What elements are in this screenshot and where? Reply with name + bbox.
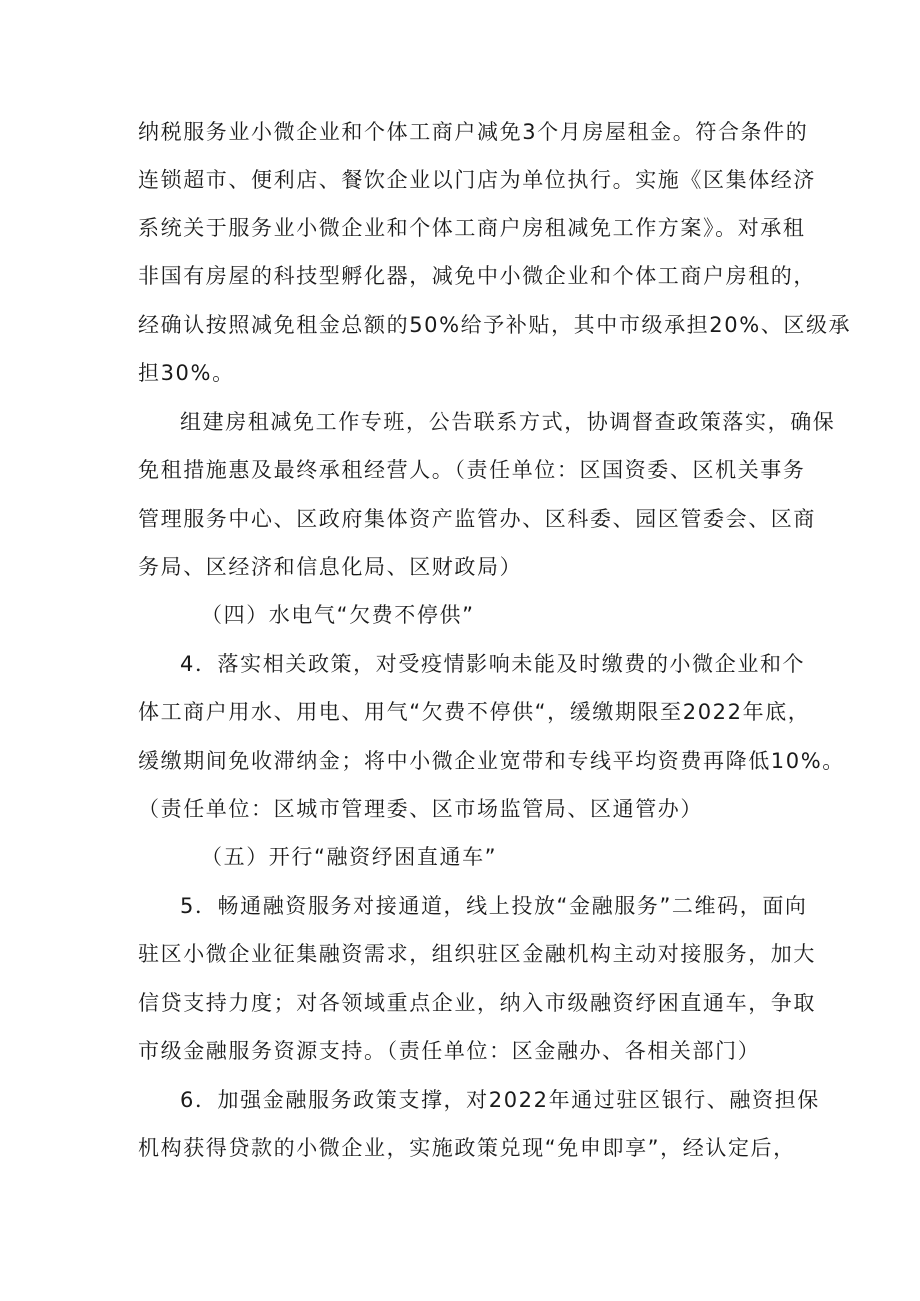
text-line: 机构获得贷款的小微企业，实施政策兑现“免申即享”，经认定后， [138, 1136, 796, 1160]
text-line: 信贷支持力度；对各领域重点企业，纳入市级融资纾困直通车，争取 [138, 991, 816, 1015]
text-line: 组建房租减免工作专班，公告联系方式，协调督查政策落实，确保 [180, 410, 836, 434]
text-line: 6．加强金融服务政策支撑，对2022年通过驻区银行、融资担保 [180, 1088, 820, 1112]
text-line: 务局、区经济和信息化局、区财政局） [138, 555, 523, 579]
text-line: 体工商户用水、用电、用气“欠费不停供“，缓缴期限至2022年底， [138, 700, 811, 724]
text-line: 担30%。 [138, 361, 235, 385]
section-heading: （五）开行“融资纾困直通车” [201, 845, 498, 869]
text-line: 纳税服务业小微企业和个体工商户减免3个月房屋租金。符合条件的 [138, 120, 809, 144]
text-line: （责任单位：区城市管理委、区市场监管局、区通管办） [138, 797, 703, 821]
text-line: 免租措施惠及最终承租经营人。（责任单位：区国资委、区机关事务 [138, 458, 806, 482]
text-line: 4．落实相关政策，对受疫情影响未能及时缴费的小微企业和个 [180, 652, 806, 676]
text-line: 缓缴期间免收滞纳金；将中小微企业宽带和专线平均资费再降低10%。 [138, 749, 845, 773]
section-heading: （四）水电气“欠费不停供” [201, 603, 475, 627]
text-line: 驻区小微企业征集融资需求，组织驻区金融机构主动对接服务，加大 [138, 942, 816, 966]
text-line: 经确认按照减免租金总额的50%给予补贴，其中市级承担20%、区级承 [138, 313, 852, 337]
text-line: 连锁超市、便利店、餐饮企业以门店为单位执行。实施《区集体经济 [138, 168, 816, 192]
text-line: 管理服务中心、区政府集体资产监管办、区科委、园区管委会、区商 [138, 507, 816, 531]
text-line: 市级金融服务资源支持。（责任单位：区金融办、各相关部门） [138, 1039, 761, 1063]
text-line: 非国有房屋的科技型孵化器，减免中小微企业和个体工商户房租的， [138, 264, 816, 288]
text-line: 系统关于服务业小微企业和个体工商户房租减免工作方案》。对承租 [138, 216, 806, 240]
text-line: 5．畅通融资服务对接通道，线上投放“金融服务”二维码，面向 [180, 894, 808, 918]
